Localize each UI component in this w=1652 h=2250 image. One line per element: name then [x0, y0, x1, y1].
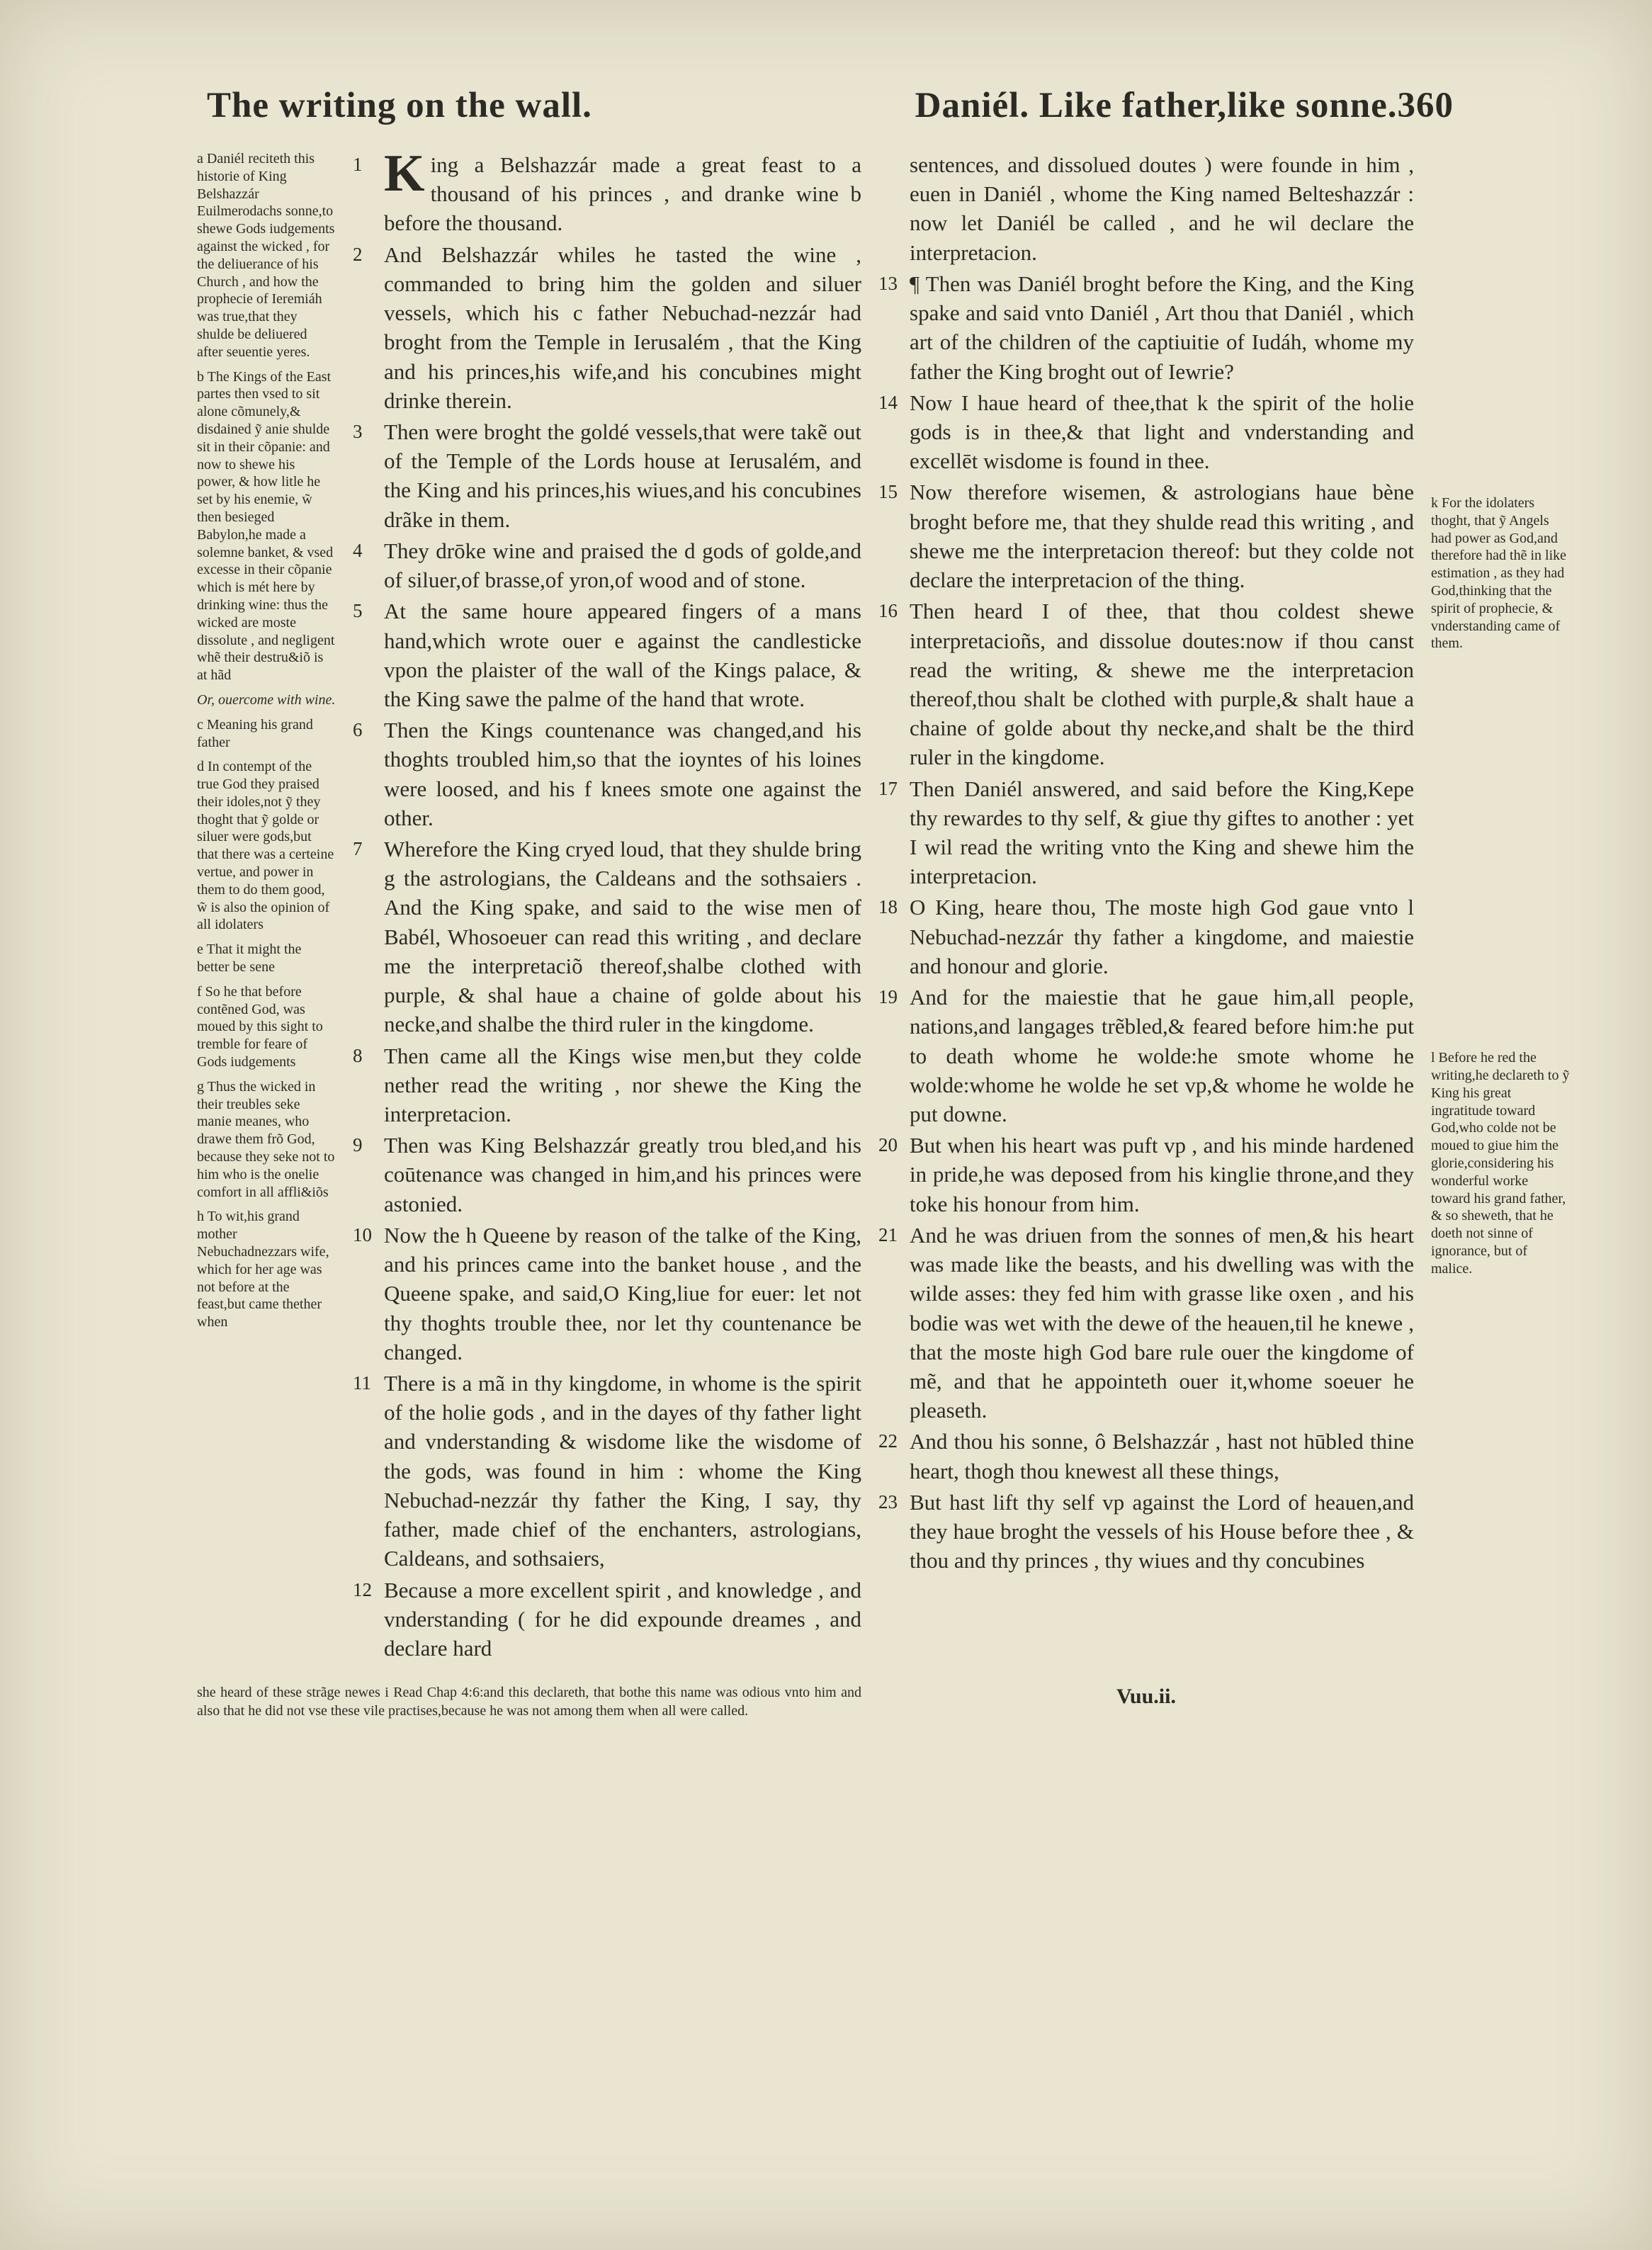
margin-note: l Before he red the writing,he declareth to ỹ King his great ingratitude toward God,who colde not be moued to giue him the glorie,considering his wonderful worke toward his grand father, & so sheweth, that he doeth not sinne of ignorance, but of malice.: [1431, 1050, 1570, 1277]
verse-text: Then Daniél answered, and said before the King,Kepe thy rewardes to thy self, & giue thy giftes to another : yet I wil read the writing vnto the King and shewe him the interpretacion.: [910, 776, 1414, 889]
verse-text: Now the h Queene by reason of the talke of the King, and his princes came into the banket house , and the Queene spake, and said,O King,liue for euer: let not thy thoghts trouble thee, nor let thy countenance be changed.: [384, 1222, 861, 1364]
verse-number: 2: [353, 243, 363, 265]
margin-note: c Meaning his grand father: [197, 716, 313, 750]
margin-note: b The Kings of the East partes then vsed to sit alone cõmunely,& disdained ỹ anie shulde sit in their cõpanie: and now to shewe his power, & how litle he set by his enemie, w̃ then besieged Babylon,he made a solemne banket, & vsed excesse in their cõpanie which is mét here by drinking wine: thus the wicked are moste dissolute , and negligent whẽ their destru&iõ is at hãd: [197, 368, 335, 684]
verse-number: 5: [353, 600, 363, 622]
verse-number: 8: [353, 1044, 363, 1066]
verse: [878, 1131, 1414, 1219]
verse-text: ¶ Then was Daniél broght before the King, and the King spake and said vnto Daniél , Art thou that Daniél , which art of the children of the captiuitie of Iudáh, whome my father the King broght out of Iewrie?: [910, 271, 1414, 384]
margin-note: a Daniél reciteth this historie of King Belshazzár Euilmerodachs sonne,to shewe Gods iudgements against the wicked , for the deliuerance of his Church , and how the prophecie of Ieremiáh was true,that they shulde be deliuered after seuentie yeres.: [197, 151, 335, 360]
verse: [353, 1221, 861, 1367]
verse-number: 18: [878, 896, 898, 918]
verse-text: There is a mã in thy kingdome, in whome is the spirit of the holie gods , and in the dayes of thy father light and vnderstanding & wisdome like the wisdome of the gods, was found in him : whome the King Nebuchad-nezzár thy father the King, I say, thy father, made chief of the enchanters, astrologians, Caldeans, and sothsaiers,: [384, 1370, 861, 1571]
verse-text: Then were broght the goldé vessels,that were takẽ out of the Temple of the Lords house at Ierusalém, and the King and his princes,his wiues,and his concubines drãke in them.: [384, 419, 861, 532]
verse: [878, 150, 1414, 267]
verse-text: But when his heart was puft vp , and his minde hardened in pride,he was deposed from his kinglie throne,and they toke his honour from him.: [910, 1133, 1414, 1216]
signature-mark: Vuu.ii.: [1116, 1685, 1176, 1709]
verse: [878, 1488, 1414, 1576]
verse: [353, 240, 861, 415]
verse-number: 1: [353, 154, 363, 175]
margin-note: Or, ouercome with wine.: [197, 691, 336, 708]
verse-text: And he was driuen from the sonnes of men,& his heart was made like the beasts, and his dwelling was with the wilde asses: they fed him with grasse like oxen , and his bodie was wet with the dewe of the heauen,til he knewe , that the moste high God bare rule ouer the kingdome of mẽ, and that he appointeth ouer it,whome soeuer he pleaseth.: [910, 1222, 1414, 1423]
verse-number: 14: [878, 391, 898, 413]
verse: [878, 388, 1414, 476]
header-right-title: Daniél. Like father,like sonne.360: [915, 86, 1454, 125]
verse: [353, 145, 861, 238]
left-column: [353, 145, 861, 1665]
verse-number: 13: [878, 272, 898, 294]
verse: [353, 1576, 861, 1663]
verse-text: But hast lift thy self vp against the Lord of heauen,and they haue broght the vessels of his House before thee , & thou and thy princes , thy wiues and thy concubines: [910, 1489, 1414, 1573]
left-margin-notes: [197, 150, 336, 1338]
verse-number: 11: [353, 1372, 371, 1393]
verse-number: 6: [353, 719, 363, 741]
verse: [353, 1131, 861, 1219]
verse: [353, 597, 861, 713]
right-margin-notes: [1431, 150, 1570, 1285]
verse: [878, 893, 1414, 980]
verse-number: 17: [878, 777, 898, 799]
verse: [878, 1221, 1414, 1425]
verse: [878, 269, 1414, 386]
verse: [353, 417, 861, 534]
verse-text: And Belshazzár whiles he tasted the wine , commanded to bring him the golden and siluer vessels, which his c father Nebuchad-nezzár had broght from the Temple in Ierusalém , that the King and his princes,his wife,and his concubines might drinke therein.: [384, 242, 861, 413]
verse-text: Wherefore the King cryed loud, that they shulde bring g the astrologians, the Caldeans and the sothsaiers . And the King spake, and said to the wise men of Babél, Whosoeuer can read this writing , and declare me the interpretaciõ thereof,shalbe clothed with purple, & shal haue a chaine of golde about his necke,and shalbe the third ruler in the kingdome.: [384, 837, 861, 1037]
verse-number: 22: [878, 1430, 898, 1452]
verse-text: sentences, and dissolued doutes ) were founde in him , euen in Daniél , whome the King named Belteshazzár : now let Daniél be called , and he wil declare the interpretacion.: [910, 152, 1414, 265]
verse-text: Because a more excellent spirit , and knowledge , and vnderstanding ( for he did expounde dreames , and declare hard: [384, 1577, 861, 1661]
verse-text: Then the Kings countenance was changed,and his thoghts troubled him,so that the ioyntes of his loines were loosed, and his f knees smote one against the other.: [384, 718, 861, 830]
verse-number: 10: [353, 1223, 372, 1245]
verse-number: 16: [878, 600, 898, 622]
verse: [878, 477, 1414, 594]
verse-number: 7: [353, 838, 363, 860]
drop-cap: K: [384, 145, 425, 203]
verse: [353, 1041, 861, 1129]
margin-note: h To wit,his grand mother Nebuchadnezzars wife, which for her age was not before at the feast,but came thether when: [197, 1209, 329, 1330]
verse-text: O King, heare thou, The moste high God gaue vnto l Nebuchad-nezzár thy father a kingdome, and maiestie and honour and glorie.: [910, 895, 1414, 978]
verse-text: They drōke wine and praised the d gods of golde,and of siluer,of brasse,of yron,of wood and of stone.: [384, 538, 861, 593]
margin-note: k For the idolaters thoght, that ỹ Angels had power as God,and therefore had thẽ in like estimation , as they had God,thinking that the spirit of prophecie, & vnderstanding came of them.: [1431, 495, 1567, 652]
running-header: [197, 85, 1574, 126]
verse: [353, 835, 861, 1039]
verse-number: 21: [878, 1223, 898, 1245]
margin-note: d In contempt of the true God they praised their idoles,not ỹ they thoght that ỹ golde or siluer were gods,but that there was a certeine vertue, and power in them to do them good, w̃ is also the opinion of all idolaters: [197, 759, 334, 933]
verse-text: Then was King Belshazzár greatly trou bled,and his coūtenance was changed in him,and his princes were astonied.: [384, 1133, 861, 1216]
verse-number: 12: [353, 1578, 372, 1600]
verse: [878, 983, 1414, 1129]
verse-number: 15: [878, 481, 898, 503]
verse-number: 4: [353, 539, 363, 561]
verse-number: 19: [878, 986, 898, 1008]
right-column: [878, 150, 1414, 1578]
verse-number: 9: [353, 1134, 363, 1156]
verse-text: And thou his sonne, ô Belshazzár , hast not hūbled thine heart, thogh thou knewest all these things,: [910, 1429, 1414, 1483]
page-content: [197, 145, 1574, 1720]
verse: [353, 716, 861, 832]
verse-number: 20: [878, 1134, 898, 1156]
verse: [353, 536, 861, 594]
verse-text: Now therefore wisemen, & astrologians haue bène broght before me, that they shulde read this writing , and shewe me the interpretacion thereof: but they colde not declare the interpretacion of the thing.: [910, 480, 1414, 593]
verse-text: Now I haue heard of thee,that k the spirit of the holie gods is in thee,& that light and vnderstanding and excellēt wisdome is found in thee.: [910, 390, 1414, 474]
margin-note: g Thus the wicked in their treubles seke manie meanes, who drawe them frõ God, because they seke not to him who is the onelie comfort in all affli&iõs: [197, 1078, 335, 1200]
verse: [878, 774, 1414, 891]
margin-note: e That it might the better be sene: [197, 942, 302, 976]
verse-text: And for the maiestie that he gaue him,all people, nations,and langages trẽbled,& feared before him:he put to death whome he wolde:he smote whome he wolde:whome he wolde he set vp,& whome he wolde he put downe.: [910, 985, 1414, 1126]
verse-text: Then heard I of thee, that thou coldest shewe interpretacioñs, and dissolue doutes:now if thou canst read the writing, & shewe me the interpretacion thereof,thou shalt be clothed with purple,& shalt haue a chaine of golde about thy necke,and shalt be the third ruler in the kingdome.: [910, 599, 1414, 770]
verse-number: 23: [878, 1491, 898, 1513]
verse: [878, 597, 1414, 771]
verse: [353, 1369, 861, 1573]
verse: [878, 1427, 1414, 1485]
verse-text: King a Belshazzár made a great feast to a thousand of his princes , and dranke wine b before the thousand.: [384, 145, 861, 236]
verse-text: Then came all the Kings wise men,but they colde nether read the writing , nor shewe the King the interpretacion.: [384, 1043, 861, 1126]
verse-text: At the same houre appeared fingers of a mans hand,which wrote ouer e against the candlesticke vpon the plaister of the wall of the Kings palace, & the King sawe the palme of the hand that wrote.: [384, 599, 861, 711]
verse-number: [878, 150, 910, 267]
header-left-title: The writing on the wall.: [207, 86, 592, 125]
margin-note: f So he that before contẽned God, was moued by this sight to tremble for feare of Gods iudgements: [197, 983, 323, 1070]
verse-number: 3: [353, 420, 363, 442]
footnote: she heard of these strãge newes i Read Chap 4:6:and this declareth, that bothe this name was odious vnto him and also that he did not vse these vile practises,because he was not among them when all were called.: [197, 1685, 861, 1719]
